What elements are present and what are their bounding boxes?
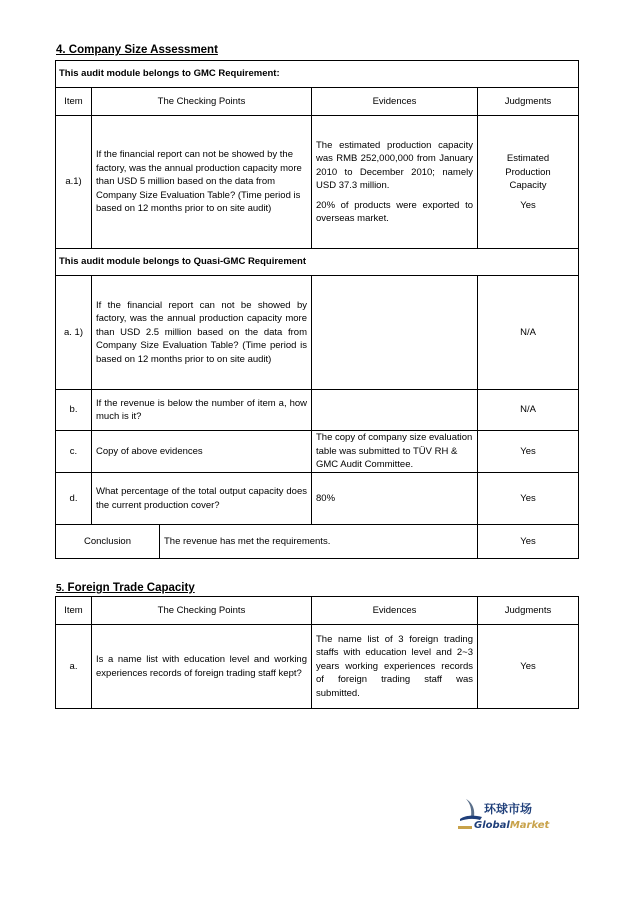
row-judgment: Yes [478,473,579,525]
header-item: Item [56,88,92,116]
table-row [56,116,579,249]
section-5-text: Foreign Trade Capacity [67,582,195,594]
evidence-text-2: 20% of products were exported to overseas market. [316,199,473,224]
quasi-module-label: This audit module belongs to Quasi-GMC Requirement [56,249,579,276]
row-evidence [312,390,478,431]
evidence-text-1: The estimated production capacity was RMB 252,000,000 from January 2010 to December 2010; namely USD 37.3 million. [316,139,473,191]
row-item: a.1) [56,116,92,249]
section-5-number: 5. [56,583,65,594]
logo-chinese-text: 环球市场 [484,802,533,816]
table-row [56,625,579,709]
row-checking-point: Copy of above evidences [92,431,312,473]
row-judgment: N/A [478,390,579,431]
table-row [56,276,579,390]
header-evidences: Evidences [312,88,478,116]
conclusion-judgment: Yes [478,525,579,559]
row-item: a. [56,625,92,709]
row-evidence: The name list of 3 foreign trading staffs with education level and 2~3 years working experiences records of foreign trading staff was submitted. [312,625,478,709]
header-judgments: Judgments [478,88,579,116]
row-evidence: 80% [312,473,478,525]
table-row [56,431,579,473]
conclusion-text: The revenue has met the requirements. [160,525,478,559]
header-judgments: Judgments [478,597,579,625]
svg-text:GlobalMarket [474,820,551,831]
row-checking-point: Is a name list with education level and working experiences records of foreign trading staff kept? [92,625,312,709]
judgment-text-1: Estimated Production Capacity [505,153,551,191]
row-checking-point: If the financial report can not be showed by the factory, was the annual production capacity more than USD 5 million based on the data from Company Size Evaluation Table? (Time period is based on 12 months prior to on site audit) [92,116,312,249]
row-judgment: Yes [478,625,579,709]
row-judgment [478,116,579,249]
row-checking-point: What percentage of the total output capacity does the current production cover? [92,473,312,525]
row-evidence [312,276,478,390]
foreign-trade-table [55,596,579,709]
row-judgment: N/A [478,276,579,390]
logo-english-1: Global [474,820,510,831]
gmc-module-label: This audit module belongs to GMC Requirement: [56,61,579,88]
global-market-logo [456,793,562,833]
row-checking-point: If the financial report can not be showed by factory, was the annual production capacity more than USD 2.5 million based on the data from Company Size Evaluation Table? (Time period is based on 12 months prior to on site audit) [92,276,312,390]
table-row [56,473,579,525]
judgment-text-2: Yes [520,199,536,211]
conclusion-row [56,525,579,559]
row-evidence [312,116,478,249]
row-evidence: The copy of company size evaluation table was submitted to TÜV RH & GMC Audit Committee. [312,431,478,473]
header-checking-points: The Checking Points [92,88,312,116]
row-item: c. [56,431,92,473]
header-item: Item [56,597,92,625]
row-item: b. [56,390,92,431]
section-4-title: 4. Company Size Assessment [56,44,218,56]
row-item: a. 1) [56,276,92,390]
row-judgment: Yes [478,431,579,473]
header-checking-points: The Checking Points [92,597,312,625]
company-size-table [55,60,579,559]
row-item: d. [56,473,92,525]
conclusion-label: Conclusion [56,525,160,559]
header-evidences: Evidences [312,597,478,625]
logo-english-2: Market [509,820,550,831]
logo-bird-icon [456,793,562,833]
section-5-title [56,582,195,594]
table-row [56,390,579,431]
row-checking-point: If the revenue is below the number of item a, how much is it? [92,390,312,431]
